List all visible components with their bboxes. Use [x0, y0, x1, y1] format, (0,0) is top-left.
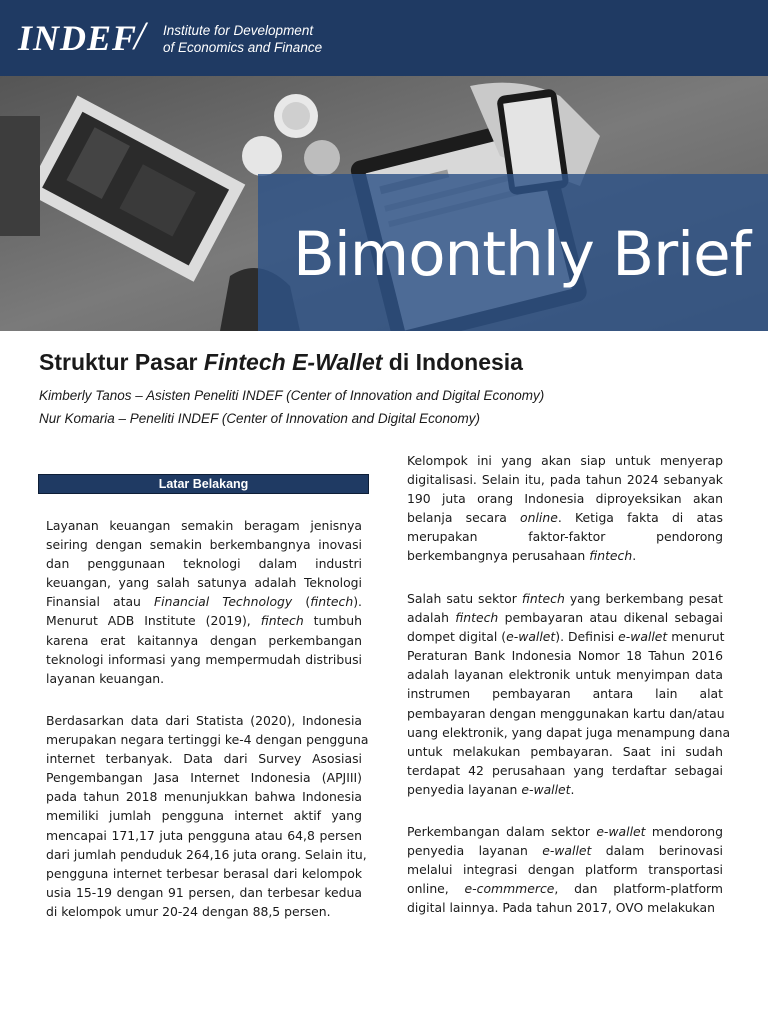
text-line: [46, 845, 367, 864]
text-segment: . Ketiga fakta di atas: [557, 510, 723, 526]
text-segment: Berdasarkan data dari Statista (2020), Indonesia: [46, 713, 362, 728]
text-segment: Finansial atau: [46, 594, 155, 610]
institute-name: [163, 22, 322, 56]
text-segment: yang berkembang pesat: [564, 591, 723, 606]
text-segment: merupakan faktor-faktor pendorong: [407, 529, 723, 545]
text-segment: terdapat 42 perusahaan yang terdaftar sebagai: [407, 762, 723, 778]
text-segment: pengguna internet terbesar berasal dari kelompok: [46, 865, 362, 881]
text-segment: internet terbanyak. Data dari Survey Asosiasi: [46, 751, 362, 767]
italic-term: e-wallet: [542, 843, 592, 859]
italic-term: online: [520, 510, 558, 526]
text-line: [46, 806, 362, 825]
text-segment: penyedia layanan: [407, 781, 522, 797]
text-line: [407, 684, 723, 703]
article-title-part-1: Struktur Pasar: [39, 349, 204, 375]
text-segment: mencapai 171,17 juta pengguna atau 64,8 persen: [46, 827, 362, 843]
italic-term: e-commmerce: [464, 881, 555, 897]
text-segment: merupakan negara tertinggi ke-4 dengan pengguna: [46, 732, 369, 748]
text-line: [46, 883, 362, 902]
text-line: [407, 589, 723, 608]
text-line: [46, 554, 362, 573]
text-segment: .: [570, 781, 575, 797]
italic-term: fintech: [310, 594, 354, 610]
text-segment: Perkembangan dalam sektor: [407, 824, 597, 839]
text-segment: untuk melakukan pembayaran. Saat ini sudah: [407, 743, 723, 759]
text-segment: uang elektronik, yang dapat juga menampung dana: [407, 724, 731, 740]
italic-term: Financial Technology: [154, 594, 293, 610]
text-line: [407, 608, 723, 627]
text-segment: 190 juta orang Indonesia diproyeksikan akan: [407, 491, 723, 507]
article-title-part-2: Fintech E-Wallet: [203, 349, 383, 375]
text-line: [407, 704, 723, 723]
text-segment: instrumen pembayaran antara lain alat: [407, 686, 723, 702]
text-segment: pada tahun 2018 menunjukkan bahwa Indonesia: [46, 789, 362, 805]
text-line: [407, 646, 723, 665]
paragraph-left-2: [46, 711, 369, 921]
text-line: [407, 470, 723, 489]
text-line: [46, 787, 362, 806]
text-segment: dan penggunaan teknologi dalam industri: [46, 556, 362, 572]
italic-term: e-wallet: [618, 629, 668, 645]
text-line: [46, 516, 362, 535]
text-segment: seiring dengan semakin berkembangnya inovasi: [46, 537, 362, 553]
text-segment: layanan keuangan.: [46, 670, 165, 686]
text-segment: dompet digital (: [407, 629, 507, 645]
text-segment: Layanan keuangan semakin beragam jenisnya: [46, 518, 362, 533]
text-segment: online,: [407, 881, 465, 897]
text-segment: dalam berinovasi: [591, 843, 723, 859]
text-segment: , dan platform-platform: [554, 881, 723, 897]
text-segment: Peraturan Bank Indonesia Nomor 18 Tahun 2016: [407, 648, 723, 664]
text-segment: berkembangnya perusahaan: [407, 548, 590, 564]
text-line: [46, 749, 362, 768]
text-line: [407, 627, 723, 646]
text-segment: pembayaran dengan menggunakan kartu dan/atau: [407, 705, 725, 721]
text-line: [46, 730, 369, 749]
text-segment: melalui integrasi dengan platform transportasi: [407, 862, 723, 878]
text-segment: Menurut ADB Institute (2019),: [46, 613, 261, 629]
text-line: [46, 864, 362, 883]
text-line: [407, 723, 731, 742]
text-segment: belanja secara: [407, 510, 521, 526]
text-segment: ).: [353, 594, 362, 610]
paragraph-left-1: [46, 516, 362, 688]
italic-term: e-wallet: [521, 781, 571, 797]
text-segment: mendorong: [645, 824, 723, 839]
text-line: [407, 527, 723, 546]
text-line: [407, 841, 723, 860]
indef-logo: INDEF: [18, 18, 138, 58]
text-line: [46, 768, 362, 787]
paragraph-right-3: [407, 822, 723, 917]
paragraph-right-1: [407, 451, 723, 566]
text-line: [407, 665, 723, 684]
text-line: [407, 508, 723, 527]
text-segment: usia 15-19 dengan 91 persen, dan terbesar kedua: [46, 884, 362, 900]
text-segment: pembayaran atau dikenal sebagai: [498, 610, 723, 626]
text-segment: digitalisasi. Selain itu, pada tahun 2024 sebanyak: [407, 472, 723, 488]
text-segment: Kelompok ini yang akan siap untuk menyerap: [407, 453, 723, 468]
text-segment: keuangan, yang salah satunya adalah Teknologi: [46, 575, 362, 591]
italic-term: e-wallet: [596, 824, 646, 839]
text-segment: .: [632, 548, 637, 564]
article-title-part-3: di Indonesia: [382, 349, 523, 375]
text-line: [46, 669, 362, 688]
italic-term: e-wallet: [506, 629, 556, 645]
text-segment: adalah: [407, 610, 456, 626]
text-segment: digital lainnya. Pada tahun 2017, OVO melakukan: [407, 900, 715, 916]
text-line: [46, 535, 362, 554]
institute-line-1: Institute for Development: [163, 23, 314, 38]
text-line: [46, 826, 362, 845]
article-title: [39, 347, 523, 377]
italic-term: fintech: [455, 610, 499, 626]
text-line: [46, 592, 362, 611]
text-line: [46, 631, 362, 650]
text-segment: Salah satu sektor: [407, 591, 522, 606]
header-banner: [0, 0, 768, 76]
hero-image: [0, 76, 768, 331]
text-line: [46, 902, 362, 921]
italic-term: fintech: [589, 548, 633, 564]
text-segment: Pengembangan Jasa Internet Indonesia (APJIII): [46, 770, 362, 786]
text-line: [407, 879, 723, 898]
text-line: [407, 489, 723, 508]
text-line: [46, 611, 362, 630]
text-segment: karena erat kaitannya dengan perkembangan: [46, 632, 362, 648]
text-line: [46, 711, 362, 730]
paragraph-right-2: [407, 589, 731, 799]
text-segment: di kelompok umur 20-24 dengan 88,5 persen.: [46, 903, 331, 919]
text-line: [407, 761, 723, 780]
text-line: [46, 573, 362, 592]
logo-slash: /: [134, 13, 146, 58]
text-segment: dari jumlah penduduk 264,16 juta orang. Selain itu,: [46, 846, 367, 862]
text-line: [407, 860, 723, 879]
text-segment: tumbuh: [303, 613, 362, 629]
text-segment: teknologi informasi yang mempermudah distribusi: [46, 651, 362, 667]
text-line: [407, 780, 723, 799]
italic-term: fintech: [260, 613, 304, 629]
text-segment: memiliki jumlah pengguna internet aktif yang: [46, 808, 362, 824]
text-segment: penyedia layanan: [407, 843, 543, 859]
text-line: [407, 742, 723, 761]
italic-term: fintech: [521, 591, 565, 606]
text-line: [46, 650, 362, 669]
text-segment: ). Definisi: [555, 629, 619, 645]
text-segment: adalah layanan elektronik untuk menyimpan data: [407, 667, 723, 683]
author-line-1: Kimberly Tanos – Asisten Peneliti INDEF (Center of Innovation and Digital Economy): [39, 388, 545, 403]
text-line: [407, 822, 723, 841]
institute-line-2: of Economics and Finance: [163, 40, 323, 55]
brief-title: Bimonthly Brief: [293, 219, 751, 290]
section-heading: Latar Belakang: [38, 474, 369, 494]
text-line: [407, 451, 723, 470]
text-line: [407, 546, 723, 565]
text-segment: (: [292, 594, 311, 610]
text-line: [407, 898, 723, 917]
text-segment: menurut: [667, 629, 725, 645]
author-line-2: Nur Komaria – Peneliti INDEF (Center of Innovation and Digital Economy): [39, 411, 480, 426]
